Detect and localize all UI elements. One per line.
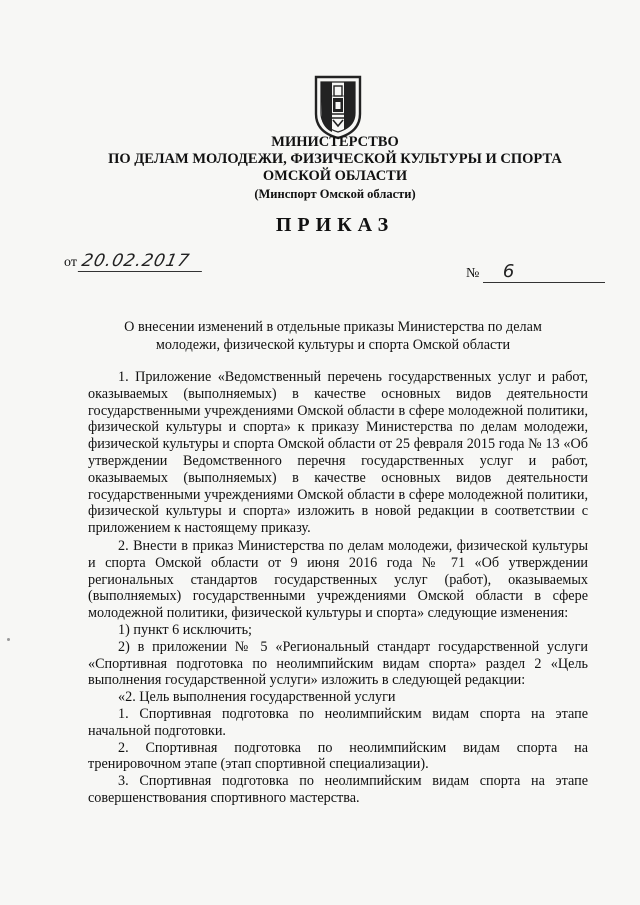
paragraph-7: 2. Спортивная подготовка по неолимпийским видам спорта на тренировочном этапе (этап спортивной специализации). xyxy=(88,739,588,773)
number-label: № xyxy=(466,266,480,281)
document-subject: О внесении изменений в отдельные приказы Министерства по делам молодежи, физической культуры и спорта Омской области xyxy=(124,319,542,353)
paragraph-1: 1. Приложение «Ведомственный перечень государственных услуг и работ, оказываемых (выполняемых) в качестве основных видов деятельности государственными учреждениями Омской области в сфере молодежной политики, физической культуры и спорта» к приказу Министерства по делам молодежи, физической культуры и спорта Омской области от 25 февраля 2015 года № 13 «Об утверждении Ведомственного перечня государственных услуг и работ, оказываемых (выполняемых) в качестве основных видов деятельности государственными учреждениями Омской области в сфере молодежной политики, физической культуры и спорта» изложить в новой редакции в соответствии с приложением к настоящему приказу. xyxy=(88,369,588,537)
ministry-title: МИНИСТЕРСТВО xyxy=(271,134,399,150)
document-type: ПРИКАЗ xyxy=(275,214,395,236)
paragraph-8: 3. Спортивная подготовка по неолимпийским видам спорта на этапе совершенствования спортивного мастерства. xyxy=(88,773,588,806)
paragraph-3: 1) пункт 6 исключить; xyxy=(118,621,252,638)
paragraph-6: 1. Спортивная подготовка по неолимпийским видам спорта на этапе начальной подготовки. xyxy=(88,705,588,739)
number-value: 6 xyxy=(483,261,605,283)
date-label: от xyxy=(64,255,77,270)
number-row xyxy=(466,261,605,283)
document-body xyxy=(88,369,588,807)
paragraph-2: 2. Внести в приказ Министерства по делам молодежи, физической культуры и спорта Омской области от 9 июня 2016 года № 71 «Об утверждении региональных стандартов государственных услуг (работ), оказываемых (выполняемых) государственными учреждениями Омской области в сфере молодежной политики, физической культуры и спорта» следующие изменения: xyxy=(88,537,588,622)
date-value: 20.02.2017 xyxy=(78,251,206,272)
date-row xyxy=(64,251,204,272)
ministry-short-name: (Минспорт Омской области) xyxy=(254,187,416,201)
scan-speck xyxy=(7,638,10,641)
paragraph-5: «2. Цель выполнения государственной услуги xyxy=(118,689,396,706)
paragraph-4: 2) в приложении № 5 «Региональный стандарт государственной услуги «Спортивная подготовка по неолимпийским видам спорта» раздел 2 «Цель выполнения государственной услуги» изложить в следующей редакции: xyxy=(88,638,588,689)
ministry-region: ОМСКОЙ ОБЛАСТИ xyxy=(262,168,408,184)
coat-of-arms-icon xyxy=(313,74,363,140)
ministry-title-line2: ПО ДЕЛАМ МОЛОДЕЖИ, ФИЗИЧЕСКОЙ КУЛЬТУРЫ И СПОРТА xyxy=(108,151,562,167)
